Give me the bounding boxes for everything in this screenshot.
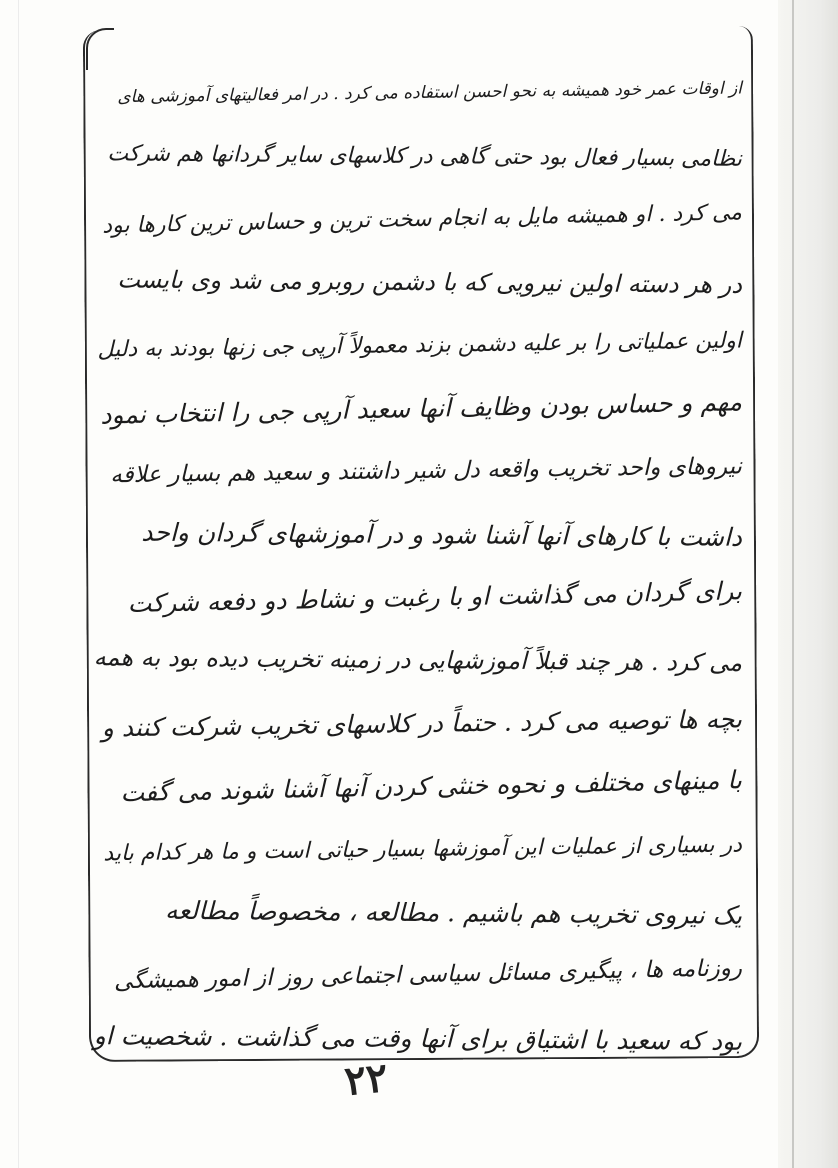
- text-line-2: نظامی بسیار فعال بود حتی گاهی در کلاسهای سایر گردانها هم شرکت: [107, 141, 743, 172]
- text-line-7: نیروهای واحد تخریب واقعه دل شیر داشتند و سعید هم بسیار علاقه: [110, 453, 743, 489]
- text-line-5: اولین عملیاتی را بر علیه دشمن بزند معمولاً آرپی جی زنها بودند به دلیل: [97, 328, 743, 363]
- page-number: ۲۲: [342, 1053, 390, 1106]
- left-margin-line: [18, 0, 19, 1168]
- text-line-1: از اوقات عمر خود همیشه به نحو احسن استفاده می کرد . در امر فعالیتهای آموزشی های: [117, 78, 743, 108]
- text-line-15: روزنامه ها ، پیگیری مسائل سیاسی اجتماعی روز از امور همیشگی: [113, 955, 743, 995]
- text-line-16: بود که سعید با اشتیاق برای آنها وقت می گذاشت . شخصیت او: [93, 1021, 743, 1056]
- text-line-13: در بسیاری از عملیات این آموزشها بسیار حیاتی است و ما هر کدام باید: [103, 832, 743, 867]
- text-line-14: یک نیروی تخریب هم باشیم . مطالعه ، مخصوصاً مطالعه: [164, 895, 743, 930]
- text-line-10: می کرد . هر چند قبلاً آموزشهایی در زمینه تخریب دیده بود به همه: [93, 643, 743, 677]
- text-line-9: برای گردان می گذاشت او با رغبت و نشاط دو دفعه شرکت: [127, 576, 743, 619]
- text-line-4: در هر دسته اولین نیرویی که با دشمن روبرو می شد وی بایست: [117, 265, 743, 299]
- handwritten-text-block: [92, 62, 742, 1070]
- text-line-3: می کرد . او همیشه مایل به انجام سخت ترین و حساس ترین کارها بود: [102, 200, 743, 239]
- text-line-6: مهم و حساس بودن وظایف آنها سعید آرپی جی را انتخاب نمود: [100, 387, 743, 430]
- binding-edge: [778, 0, 838, 1168]
- text-line-8: داشت با کارهای آنها آشنا شود و در آموزشهای گردان واحد: [141, 517, 743, 552]
- text-line-11: بچه ها توصیه می کرد . حتماً در کلاسهای تخریب شرکت کنند و: [101, 704, 743, 743]
- binding-line: [792, 0, 794, 1168]
- text-line-12: با مینهای مختلف و نحوه خنثی کردن آنها آشنا شوند می گفت: [120, 765, 743, 808]
